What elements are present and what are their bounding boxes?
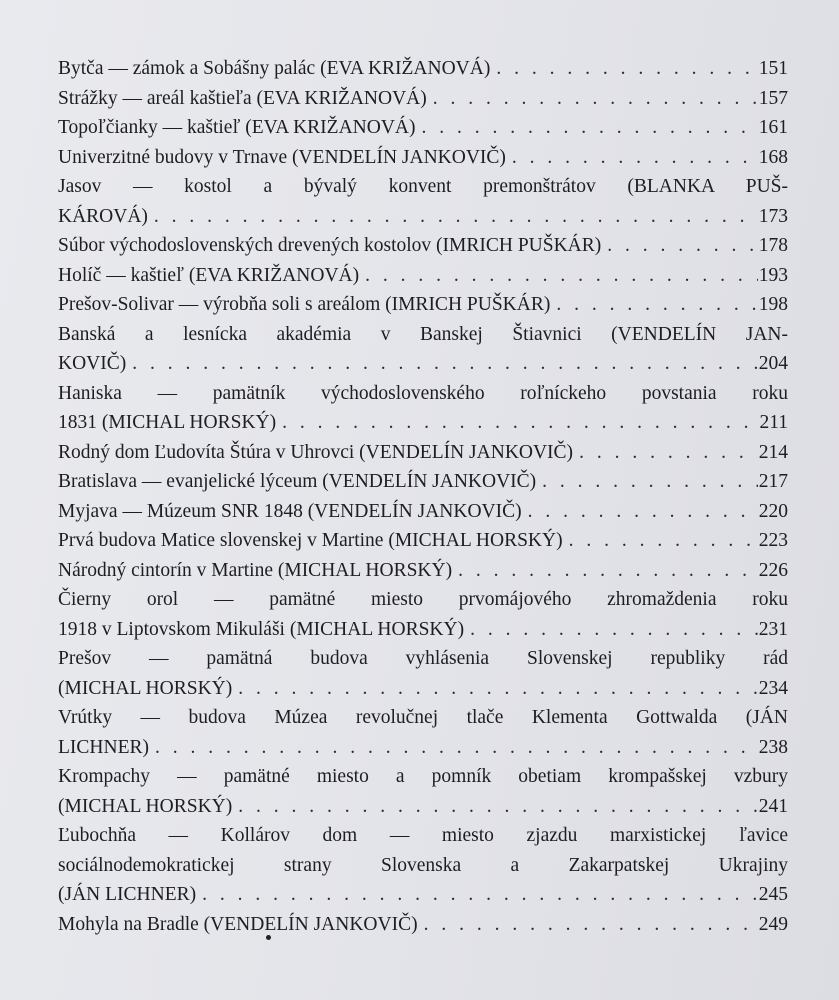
toc-entry-title-line: Národný cintorín v Martine (MICHAL HORSKÝ)	[58, 559, 453, 581]
toc-entry-title-line: Holíč — kaštieľ (EVA KRIŽANOVÁ)	[58, 264, 360, 286]
toc-entry-title-line: (MICHAL HORSKÝ)	[58, 677, 233, 699]
dot-leader	[149, 733, 758, 763]
page-number: 178	[758, 235, 788, 256]
page-number: 157	[758, 87, 788, 109]
toc-entry-title-line: 1831 (MICHAL HORSKÝ)	[58, 412, 277, 433]
page-number: 238	[758, 736, 788, 758]
toc-entry-title-line: Mohyla na Bradle (VENDELÍN JANKOVIČ)	[58, 913, 418, 935]
toc-entry-title-line: 1918 v Liptovskom Mikuláši (MICHAL HORSKÝ)	[58, 618, 465, 640]
toc-entry	[58, 644, 788, 703]
toc-entry	[58, 526, 788, 556]
toc-entry	[58, 910, 788, 940]
page-number: 226	[758, 559, 788, 581]
toc-entry-title-line: Rodný dom Ľudovíta Štúra v Uhrovci (VENDELÍN JANKOVIČ)	[58, 441, 574, 463]
toc-entry	[58, 172, 788, 231]
toc-entry-title-line: Bytča — zámok a Sobášny palác (EVA KRIŽANOVÁ)	[58, 58, 491, 79]
page-number: 204	[758, 353, 788, 374]
toc-entry	[58, 762, 788, 821]
page-number: 161	[758, 117, 788, 138]
page-number: 193	[758, 264, 788, 286]
toc-entry	[58, 261, 788, 291]
dot-leader	[232, 792, 758, 822]
dot-leader	[563, 526, 758, 556]
dot-leader	[126, 349, 758, 379]
toc-entry-title-line: Bratislava — evanjelické lýceum (VENDELÍN JANKOVIČ)	[58, 471, 537, 492]
page-number: 151	[758, 58, 788, 79]
toc-entry	[58, 497, 788, 527]
dot-leader	[359, 261, 758, 291]
dot-leader	[506, 143, 758, 173]
dot-leader	[490, 54, 758, 84]
toc-entry-title-line: sociálnodemokratickej strany Slovenska a Zakarpatskej Ukrajiny	[58, 854, 788, 876]
toc-entry	[58, 290, 788, 320]
dot-leader	[148, 202, 758, 232]
dot-leader	[415, 113, 758, 143]
dot-leader	[601, 231, 758, 261]
dot-leader	[452, 556, 758, 586]
dot-leader	[276, 408, 758, 438]
dot-leader	[418, 910, 758, 940]
toc-entry	[58, 113, 788, 143]
toc-entry	[58, 84, 788, 114]
toc-entry-title-line: Strážky — areál kaštieľa (EVA KRIŽANOVÁ)	[58, 87, 427, 109]
toc-entry-title-line: Prešov-Solivar — výrobňa soli s areálom (IMRICH PUŠKÁR)	[58, 294, 551, 315]
page-number: 223	[758, 530, 788, 551]
page-number: 231	[758, 618, 788, 640]
toc-entry	[58, 467, 788, 497]
toc-entry	[58, 379, 788, 438]
page-number: 173	[758, 205, 788, 227]
toc-entry-title-line: (MICHAL HORSKÝ)	[58, 795, 233, 817]
toc-entry-title-line: Jasov — kostol a bývalý konvent premonštrátov (BLANKA PUŠ-	[58, 176, 788, 197]
page-number: 217	[758, 471, 788, 492]
toc-entry-title-line: Prešov — pamätná budova vyhlásenia Slovenskej republiky rád	[58, 648, 788, 669]
toc-entry	[58, 231, 788, 261]
toc-entry	[58, 703, 788, 762]
toc-entry	[58, 438, 788, 468]
toc-entry-title-line: Haniska — pamätník východoslovenského roľníckeho povstania roku	[58, 382, 788, 404]
page-number: 245	[758, 884, 788, 905]
toc-entry-title-line: Súbor východoslovenských drevených kostolov (IMRICH PUŠKÁR)	[58, 235, 602, 256]
page-number: 241	[758, 795, 788, 817]
toc-entry	[58, 320, 788, 379]
ink-dot	[266, 935, 271, 940]
toc-entry	[58, 54, 788, 84]
dot-leader	[550, 290, 758, 320]
page-number: 220	[758, 500, 788, 522]
toc-entry-title-line: Vrútky — budova Múzea revolučnej tlače Klementa Gottwalda (JÁN	[58, 707, 788, 728]
toc-entry-title-line: Myjava — Múzeum SNR 1848 (VENDELÍN JANKOVIČ)	[58, 500, 522, 522]
toc-entry-title-line: Banská a lesnícka akadémia v Banskej Štiavnici (VENDELÍN JAN-	[58, 323, 788, 345]
dot-leader	[232, 674, 758, 704]
dot-leader	[464, 615, 758, 645]
toc-entry-title-line: KOVIČ)	[58, 353, 127, 374]
toc-entry-title-line: (JÁN LICHNER)	[58, 884, 197, 905]
toc-entry	[58, 556, 788, 586]
toc-entry-title-line: Ľubochňa — Kollárov dom — miesto zjazdu marxistickej ľavice	[58, 825, 788, 846]
dot-leader	[427, 84, 758, 114]
dot-leader	[536, 467, 758, 497]
toc-entry	[58, 585, 788, 644]
table-of-contents	[58, 54, 788, 939]
page-number: 198	[758, 294, 788, 315]
page-number: 249	[758, 913, 788, 935]
toc-entry-title-line: Univerzitné budovy v Trnave (VENDELÍN JANKOVIČ)	[58, 146, 506, 168]
toc-entry-title-line: Prvá budova Matice slovenskej v Martine (MICHAL HORSKÝ)	[58, 530, 563, 551]
toc-entry	[58, 143, 788, 173]
dot-leader	[522, 497, 758, 527]
dot-leader	[573, 438, 758, 468]
page-number: 234	[758, 677, 788, 699]
page-number: 211	[759, 412, 788, 433]
toc-entry-title-line: KÁROVÁ)	[58, 205, 148, 227]
page-number: 168	[758, 146, 788, 168]
toc-entry	[58, 821, 788, 910]
page-number: 214	[758, 441, 788, 463]
toc-entry-title-line: Čierny orol — pamätné miesto prvomájového zhromaždenia roku	[58, 589, 788, 610]
dot-leader	[196, 880, 758, 910]
toc-entry-title-line: LICHNER)	[58, 736, 149, 758]
toc-entry-title-line: Krompachy — pamätné miesto a pomník obetiam krompašskej vzbury	[58, 766, 788, 787]
toc-entry-title-line: Topoľčianky — kaštieľ (EVA KRIŽANOVÁ)	[58, 117, 416, 138]
